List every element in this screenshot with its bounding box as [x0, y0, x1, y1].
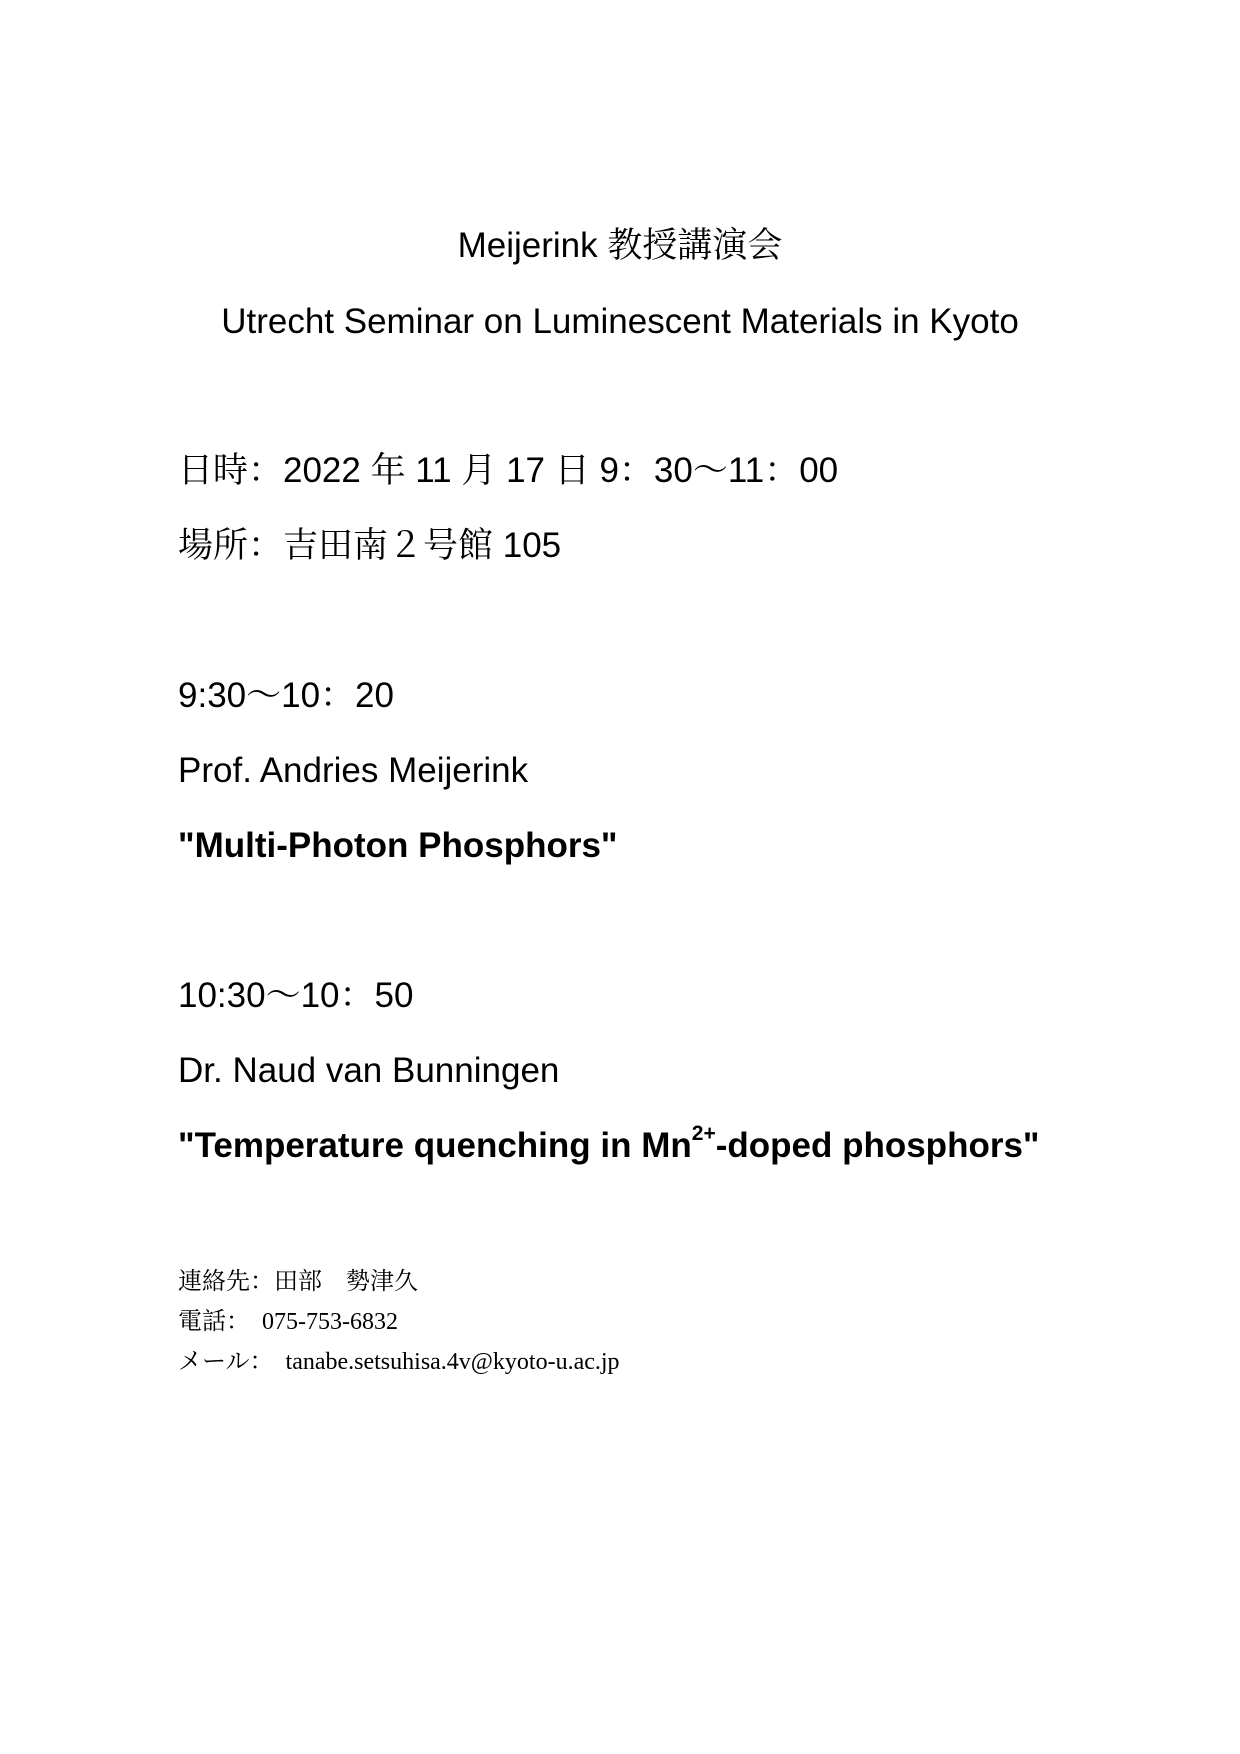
- talk-2-time: 10:30～10：50: [178, 976, 414, 1015]
- event-datetime: 日時：2022 年 11 月 17 日 9：30～11：00: [178, 451, 839, 490]
- contact-email: メール： tanabe.setsuhisa.4v@kyoto-u.ac.jp: [178, 1349, 620, 1375]
- talk-2-title-prefix: "Temperature quenching in Mn: [178, 1126, 692, 1165]
- talk-1-speaker: Prof. Andries Meijerink: [178, 751, 529, 790]
- talk-1-time: 9:30～10：20: [178, 676, 394, 715]
- talk-2-title: [178, 1122, 1040, 1165]
- page-title: Meijerink 教授講演会: [457, 226, 783, 265]
- event-place: 場所：吉田南２号館 105: [178, 526, 562, 565]
- talk-2-title-superscript: 2+: [691, 1122, 716, 1146]
- page-subtitle: Utrecht Seminar on Luminescent Materials in Kyoto: [221, 302, 1019, 341]
- contact-phone: 電話： 075-753-6832: [178, 1309, 398, 1335]
- talk-2-title-suffix: -doped phosphors": [715, 1126, 1040, 1165]
- contact-person: 連絡先：田部 勢津久: [178, 1269, 418, 1295]
- talk-1-title: "Multi-Photon Phosphors": [178, 826, 618, 865]
- talk-2-speaker: Dr. Naud van Bunningen: [178, 1051, 560, 1090]
